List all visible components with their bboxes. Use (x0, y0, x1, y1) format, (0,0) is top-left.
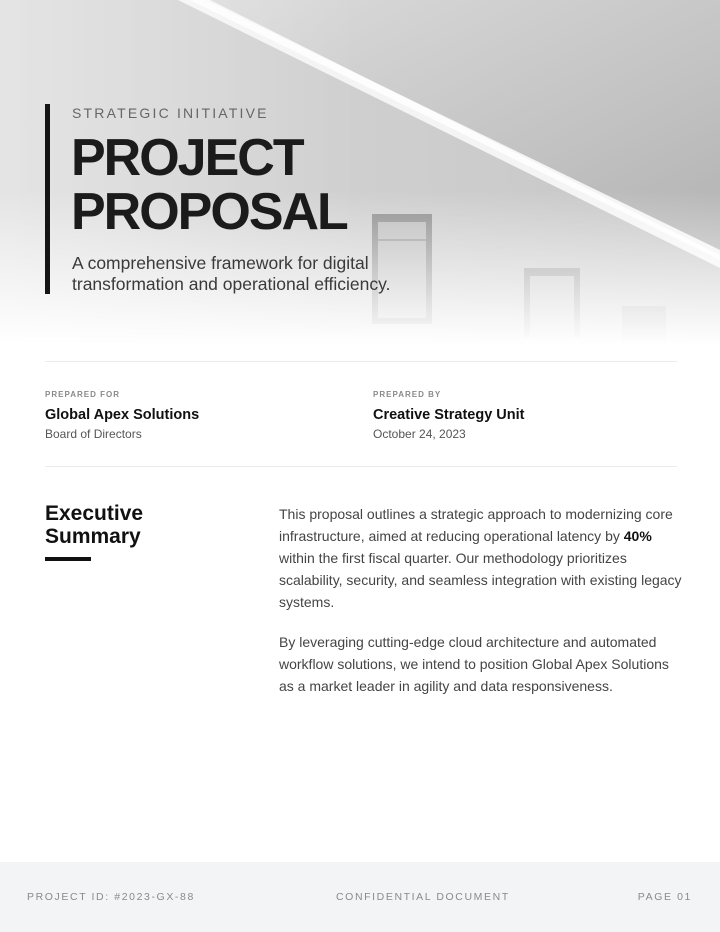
executive-summary-heading-line2: Summary (45, 525, 141, 548)
page-title-line1: PROJECT (71, 129, 303, 187)
executive-summary-heading-line1: Executive (45, 502, 144, 525)
page-footer (0, 862, 720, 932)
executive-summary-paragraph-2: By leveraging cutting-edge cloud architecture and automated workflow solutions, we intend to position Global Apex Solutions as a market leader in agility and data responsiveness. (279, 634, 669, 694)
prepared-for-label: PREPARED FOR (45, 390, 120, 399)
prepared-for-name: Global Apex Solutions (45, 407, 200, 423)
page-title-line2: PROPOSAL (71, 183, 347, 241)
hero-accent-bar (45, 104, 50, 294)
divider-top (45, 361, 677, 362)
executive-summary-heading (45, 502, 143, 548)
project-id: PROJECT ID: #2023-GX-88 (27, 891, 195, 903)
prepared-for-sub: Board of Directors (45, 427, 142, 441)
prepared-for-block (45, 390, 199, 441)
prepared-by-block (373, 390, 525, 441)
executive-summary-paragraph-1 (279, 503, 684, 613)
prepared-by-date: October 24, 2023 (373, 427, 466, 441)
confidential-label: CONFIDENTIAL DOCUMENT (336, 891, 510, 903)
divider-middle (45, 466, 677, 467)
latency-reduction-highlight: 40% (623, 528, 652, 544)
paragraph-1-end: within the first fiscal quarter. Our methodology prioritizes scalability, security, and seamless integration with existing legacy systems. (279, 550, 682, 610)
page-subtitle: A comprehensive framework for digital transformation and operational efficiency. (72, 253, 391, 294)
executive-summary-underline (45, 557, 91, 561)
prepared-by-label: PREPARED BY (373, 390, 442, 399)
page-title (71, 131, 347, 239)
eyebrow-label: STRATEGIC INITIATIVE (72, 105, 269, 121)
paragraph-1-start: This proposal outlines a strategic approach to modernizing core infrastructure, aimed at reducing operational latency by (279, 506, 673, 544)
page-number: PAGE 01 (637, 891, 692, 903)
prepared-by-name: Creative Strategy Unit (373, 407, 525, 423)
